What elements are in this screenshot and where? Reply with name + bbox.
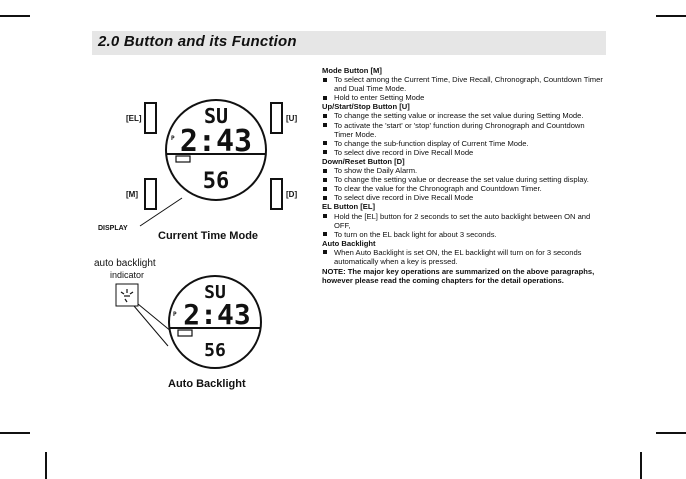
lcd-pm-indicator-2: P [173, 311, 177, 318]
section-title: 2.0 Button and its Function [98, 33, 297, 50]
button-function-text [322, 66, 604, 293]
watch-diagram-auto-backlight [110, 280, 270, 380]
bullet-item: To clear the value for the Chronograph and Countdown Timer. [322, 184, 604, 193]
bullet-item: When Auto Backlight is set ON, the EL backlight will turn on for 3 seconds automatically when a key is pressed. [322, 248, 604, 266]
caption-auto-backlight: Auto Backlight [168, 378, 246, 390]
auto-backlight-label-line1: auto backlight [94, 258, 156, 269]
crop-mark-bottom-left [0, 432, 30, 434]
section-title-up: Up/Start/Stop Button [U] [322, 102, 410, 112]
section-auto-backlight [322, 239, 604, 266]
button-label-el: [EL] [126, 114, 142, 123]
lcd-seconds: 56 [202, 169, 230, 194]
crop-mark-bottom-right-vertical [640, 452, 642, 479]
bullet-item: To change the setting value or decrease the set value during setting display. [322, 175, 604, 184]
section-title-auto-backlight: Auto Backlight [322, 238, 376, 248]
section-down-reset-button [322, 157, 604, 202]
display-label: DISPLAY [98, 225, 128, 232]
button-label-d: [D] [286, 190, 298, 199]
section-up-start-stop-button [322, 102, 604, 157]
bullet-item: Hold to enter Setting Mode [322, 93, 604, 102]
lcd-seconds-2: 56 [204, 340, 226, 361]
bullet-item: To activate the 'start' or 'stop' function during Chronograph and Countdown Timer Mode. [322, 121, 604, 139]
bullet-item: To turn on the EL back light for about 3 seconds. [322, 230, 604, 239]
bullet-item: To change the setting value or increase the set value during Setting Mode. [322, 111, 604, 120]
button-label-u: [U] [286, 114, 298, 123]
crop-mark-bottom-left-vertical [45, 452, 47, 479]
note-paragraph: NOTE: The major key operations are summarized on the above paragraphs, however please read the coming chapters for the detail operations. [322, 267, 595, 286]
lcd-time: 2:43 [179, 124, 253, 159]
bullet-item: To select among the Current Time, Dive Recall, Chronograph, Countdown Timer and Dual Time Mode. [322, 75, 604, 93]
crop-mark-top-right [656, 15, 686, 17]
crop-mark-top-left [0, 15, 30, 17]
bullet-item: To show the Daily Alarm. [322, 166, 604, 175]
caption-current-time-mode: Current Time Mode [158, 230, 259, 242]
button-label-m: [M] [126, 190, 138, 199]
lcd-day: SU [203, 104, 229, 128]
lcd-pm-indicator: P [171, 135, 175, 142]
bullet-item: To change the sub-function display of Current Time Mode. [322, 139, 604, 148]
section-mode-button [322, 66, 604, 102]
bullet-item: To select dive record in Dive Recall Mode [322, 148, 604, 157]
crop-mark-bottom-right [656, 432, 686, 434]
lcd-day-2: SU [204, 282, 226, 303]
bullet-item: To select dive record in Dive Recall Mode [322, 193, 604, 202]
section-title-mode: Mode Button [M] [322, 66, 382, 75]
section-title-down: Down/Reset Button [D] [322, 156, 405, 166]
section-el-button [322, 202, 604, 238]
watch-face-backlight [160, 270, 270, 380]
bullet-item: Hold the [EL] button for 2 seconds to set the auto backlight between ON and OFF, [322, 212, 604, 230]
lcd-time-2: 2:43 [183, 298, 251, 331]
section-title-el: EL Button [EL] [322, 202, 376, 212]
auto-backlight-label-line2: indicator [110, 270, 145, 280]
